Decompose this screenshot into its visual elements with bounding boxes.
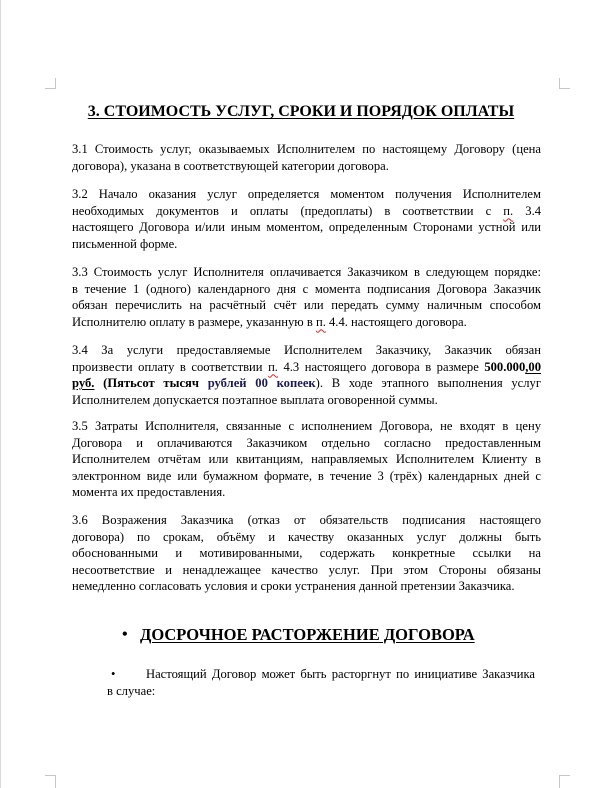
currency-label: руб. [72, 376, 95, 390]
spellcheck-flagged-word[interactable]: п. [268, 359, 278, 374]
text-segment: 4.4. настоящего договора. [325, 314, 467, 329]
text-line [72, 359, 541, 376]
text-line: письменной форме. [72, 236, 178, 251]
text-line [107, 666, 535, 683]
paragraph-3-3 [72, 264, 541, 330]
text-line: 3.2 Начало оказания услуг определяется моментом получения Исполнителем [72, 187, 541, 201]
text-line: Договора и оплачиваются Заказчиком отдельно согласно предоставленным [72, 435, 541, 450]
bullet-icon: • [122, 626, 128, 643]
text-line: электронном виде или бумажном формате, в течение 3 (трёх) календарных дней с [72, 468, 541, 483]
text-line: настоящего Договора и/или иным моментом, определенным Сторонами устной или [72, 220, 541, 234]
page-left-edge [0, 0, 1, 788]
paragraph-3-5 [72, 418, 541, 501]
contract-amount-cents: ,00 [525, 359, 541, 374]
text-line: 3.5 Затраты Исполнителя, связанные с исполнением Договора, не входят в цену [72, 419, 541, 433]
spellcheck-flagged-word[interactable]: п. [315, 314, 326, 329]
bullet-icon: • [111, 667, 116, 681]
paragraph-3-1 [72, 141, 541, 174]
contract-amount: 500.000 [484, 359, 526, 374]
list-item [107, 666, 535, 699]
text-segment: Исполнителю оплату в размере, указанную в [72, 314, 316, 329]
text-line [72, 314, 541, 331]
paragraph-3-4 [72, 342, 541, 408]
text-line: несоответствие и ненадлежащее качество услуг. При этом Стороны обязаны [72, 562, 541, 577]
text-line: 3.4 За услуги предоставляемые Исполнителем Заказчику, Заказчик обязан [72, 343, 541, 357]
text-line: 3.6 Возражения Заказчика (отказ от обязательств подписания настоящего [72, 513, 541, 527]
text-line: 3.1 Стоимость услуг, оказываемых Исполнителем по настоящему Договору (цена [72, 142, 541, 156]
text-line: момента их предоставления. [72, 485, 226, 499]
amount-in-words-part-1: (Пятьсот тысяч [94, 376, 208, 390]
text-line: 3.3 Стоимость услуг Исполнителя оплачивается Заказчиком в следующем порядке: [72, 265, 541, 279]
text-line: обязан перечислить на расчётный счёт или передать сумму наличным способом [72, 298, 541, 312]
text-line: договора), указана в соответствующей категории договора. [72, 158, 389, 173]
section-3-heading: 3. СТОИМОСТЬ УСЛУГ, СРОКИ И ПОРЯДОК ОПЛАТЫ [87, 103, 515, 120]
paragraph-3-2 [72, 186, 541, 252]
text-line: Исполнителем допускается поэтапное выплата оговоренной суммы. [72, 392, 438, 407]
text-segment: 3.4 [513, 203, 542, 218]
text-line: Исполнителем отчётам или квитанциям, направляемых Исполнителем Клиенту в [72, 452, 541, 466]
section-4-heading: ДОСРОЧНОЕ РАСТОРЖЕНИЕ ДОГОВОРА [140, 625, 475, 644]
spellcheck-flagged-word[interactable]: п. [503, 203, 514, 218]
text-line: в случае: [107, 683, 156, 698]
paragraph-3-6 [72, 512, 541, 595]
text-line: в течение 1 (одного) календарного дня с момента подписания Договора Заказчик [72, 281, 541, 296]
text-segment: Настоящий Договор может быть расторгнут по инициативе Заказчика [146, 667, 535, 681]
text-segment: 4.3 настоящего договора в размере [277, 359, 485, 374]
text-line [72, 203, 541, 220]
amount-in-words-part-2: рублей 00 копеек [207, 376, 316, 390]
text-segment: произвести оплату в соответствии [72, 359, 269, 374]
text-segment: необходимых документов и оплаты (предоплаты) в соответствии с [72, 203, 504, 218]
text-line: немедленно согласовать условия и сроки устранения данной претензии Заказчика. [72, 579, 515, 593]
text-segment: ). В ходе этапного выполнения услуг [315, 376, 541, 390]
text-line [72, 375, 541, 392]
text-line: обоснованными и мотивированными, содержать конкретные ссылки на [72, 546, 541, 560]
text-line: договора) по срокам, объёму и качеству оказанных услуг должны быть [72, 529, 541, 544]
